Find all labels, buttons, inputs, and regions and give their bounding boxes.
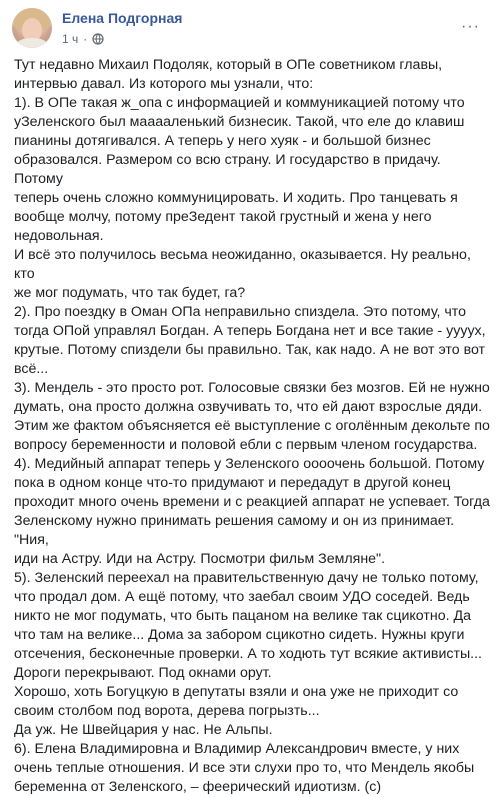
post-header bbox=[12, 6, 482, 56]
author-avatar[interactable] bbox=[12, 8, 52, 48]
post-text: Тут недавно Михаил Подоляк, который в ОПе советником главы, интервью давал. Из которого мы узнали, что: 1). В ОПе такая ж_опа с информацией и коммуникацией потому что уЗеленского был мааааленький бизнесик. Такой, что еле до клавиш пианины дотягивался. А теперь у него хуяк - и большой бизнес образовался. Размером со всю страну. И государство в придачу. Потому теперь очень сложно коммуницировать. И ходить. Про танцевать я вообще молчу, потому преЗедент такой грустный и жена у него недовольная. И всё это получилось весьма неожиданно, оказывается. Ну реально, кто же мог подумать, что так будет, га? 2). Про поездку в Оман ОПа неправильно спиздела. Это потому, что тогда ОПой управлял Богдан. А теперь Богдана нет и все такие - уууух, крутые. Потому спиздели бы правильно. Так, как надо. А не вот это вот всё... 3). Мендель - это просто рот. Голосовые связки без мозгов. Ей не нужно думать, она просто должна озвучивать то, что ей дают взрослые дяди. Этим же фактом объясняется её выступление с оголённым декольте по вопросу беременности и половой ебли с первым членом государства. 4). Медийный аппарат теперь у Зеленского оооочень большой. Потому пока в одном конце что-то придумают и передадут в другой конец проходит много очень времени и с реакцией аппарат не успевает. Тогда Зеленскому нужно принимать решения самому и он из принимает. "Ния, иди на Астру. Иди на Астру. Посмотри фильм Земляне". 5). Зеленский переехал на правительственную дачу не только потому, что продал дом. А ещё потому, что заебал своим УДО соседей. Ведь никто не мог подумать, что быть пацаном на велике так сцикотно. Да что там на велике... Дома за забором сцикотно сидеть. Нужны круги отсечения, бесконечные проверки. А то ходють тут всякие активисты... Дороги перекрывают. Под окнами орут. Хорошо, хоть Богуцкую в депутаты взяли и она уже не приходит со своим столбом под ворота, дерева погрызть... Да уж. Не Швейцария у нас. Не Альпы. 6). Елена Владимировна и Владимир Александрович вместе, у них очень теплые отношения. И все эти слухи про то, что Мендель якобы беременна от Зеленского, – феерический идиотизм. (с) bbox=[14, 57, 490, 795]
post-body bbox=[14, 56, 492, 797]
more-options-icon[interactable]: ··· bbox=[461, 18, 480, 35]
globe-icon bbox=[92, 33, 104, 45]
meta-separator: · bbox=[83, 32, 88, 46]
post-meta bbox=[62, 32, 104, 46]
author-name[interactable]: Елена Подгорная bbox=[62, 10, 183, 26]
post-timestamp[interactable]: 1 ч bbox=[62, 32, 79, 46]
